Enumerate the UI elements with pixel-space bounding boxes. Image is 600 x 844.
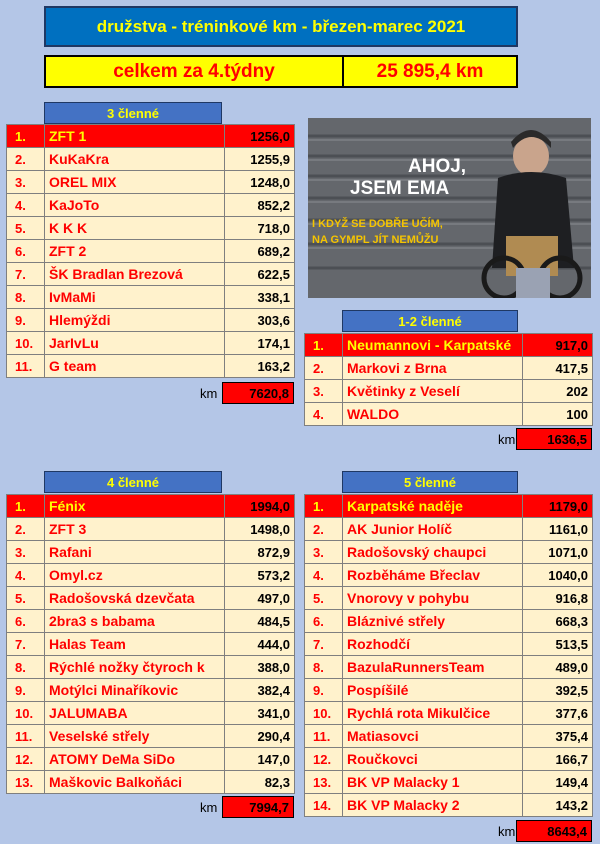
table-row — [305, 679, 593, 702]
name-cell: Omyl.cz — [45, 564, 225, 587]
rank-cell: 5. — [305, 587, 343, 610]
km-cell: 341,0 — [225, 702, 295, 725]
name-cell: Bláznivé střely — [343, 610, 523, 633]
name-cell: Maškovic Balkoňáci — [45, 771, 225, 794]
km-cell: 1255,9 — [225, 148, 295, 171]
name-cell: Rafani — [45, 541, 225, 564]
rank-cell: 10. — [305, 702, 343, 725]
table-row — [7, 679, 295, 702]
table-row — [305, 794, 593, 817]
km-cell: 1256,0 — [225, 125, 295, 148]
rank-cell: 4. — [305, 564, 343, 587]
name-cell: OREL MIX — [45, 171, 225, 194]
km-cell: 1179,0 — [523, 495, 593, 518]
table-row — [305, 403, 593, 426]
table-row — [7, 495, 295, 518]
name-cell: K K K — [45, 217, 225, 240]
group5-table — [304, 494, 593, 817]
poster-image — [308, 118, 591, 298]
name-cell: Rychlá rota Mikulčice — [343, 702, 523, 725]
table-row — [305, 610, 593, 633]
table-row — [7, 355, 295, 378]
rank-cell: 6. — [7, 610, 45, 633]
name-cell: Matiasovci — [343, 725, 523, 748]
group12-table — [304, 333, 593, 426]
table-row — [305, 702, 593, 725]
km-cell: 100 — [523, 403, 593, 426]
km-cell: 1040,0 — [523, 564, 593, 587]
rank-cell: 2. — [7, 148, 45, 171]
rank-cell: 5. — [7, 217, 45, 240]
km-cell: 513,5 — [523, 633, 593, 656]
name-cell: 2bra3 s babama — [45, 610, 225, 633]
name-cell: WALDO — [343, 403, 523, 426]
rank-cell: 3. — [7, 541, 45, 564]
km-cell: 149,4 — [523, 771, 593, 794]
table-row — [7, 332, 295, 355]
km-cell: 417,5 — [523, 357, 593, 380]
km-cell: 1498,0 — [225, 518, 295, 541]
group12-unit: km — [498, 432, 516, 447]
page-title — [44, 6, 518, 47]
table-row — [305, 633, 593, 656]
km-cell: 338,1 — [225, 286, 295, 309]
km-cell: 382,4 — [225, 679, 295, 702]
name-cell: Motýlci Minaříkovic — [45, 679, 225, 702]
total-label: celkem za 4.týdny — [46, 57, 344, 86]
table-row — [7, 564, 295, 587]
name-cell: Karpatské naděje — [343, 495, 523, 518]
rank-cell: 11. — [305, 725, 343, 748]
table-row — [305, 656, 593, 679]
km-cell: 916,8 — [523, 587, 593, 610]
name-cell: Rozběháme Břeclav — [343, 564, 523, 587]
name-cell: AK Junior Holíč — [343, 518, 523, 541]
group5-sum: 8643,4 — [516, 820, 592, 842]
group4-table — [6, 494, 295, 794]
km-cell: 484,5 — [225, 610, 295, 633]
rank-cell: 11. — [7, 355, 45, 378]
table-row — [7, 286, 295, 309]
km-cell: 166,7 — [523, 748, 593, 771]
table-row — [305, 334, 593, 357]
rank-cell: 10. — [7, 702, 45, 725]
poster-line4: NA GYMPL JÍT NEMŮŽU — [312, 234, 439, 246]
km-cell: 388,0 — [225, 656, 295, 679]
km-cell: 718,0 — [225, 217, 295, 240]
name-cell: IvMaMi — [45, 286, 225, 309]
km-cell: 202 — [523, 380, 593, 403]
km-cell: 622,5 — [225, 263, 295, 286]
name-cell: Rozhodčí — [343, 633, 523, 656]
rank-cell: 10. — [7, 332, 45, 355]
table-row — [7, 541, 295, 564]
table-row — [7, 771, 295, 794]
table-row — [305, 587, 593, 610]
name-cell: BK VP Malacky 2 — [343, 794, 523, 817]
rank-cell: 9. — [305, 679, 343, 702]
name-cell: Markovi z Brna — [343, 357, 523, 380]
rank-cell: 2. — [305, 357, 343, 380]
group4-header: 4 členné — [44, 471, 222, 493]
name-cell: G team — [45, 355, 225, 378]
km-cell: 1071,0 — [523, 541, 593, 564]
group12-header: 1-2 členné — [342, 310, 518, 332]
table-row — [7, 610, 295, 633]
rank-cell: 5. — [7, 587, 45, 610]
name-cell: Hlemýždi — [45, 309, 225, 332]
name-cell: JALUMABA — [45, 702, 225, 725]
km-cell: 872,9 — [225, 541, 295, 564]
table-row — [7, 725, 295, 748]
table-row — [7, 217, 295, 240]
rank-cell: 1. — [7, 495, 45, 518]
km-cell: 377,6 — [523, 702, 593, 725]
table-row — [305, 495, 593, 518]
name-cell: ATOMY DeMa SiDo — [45, 748, 225, 771]
name-cell: BK VP Malacky 1 — [343, 771, 523, 794]
rank-cell: 6. — [305, 610, 343, 633]
rank-cell: 9. — [7, 309, 45, 332]
km-cell: 147,0 — [225, 748, 295, 771]
km-cell: 444,0 — [225, 633, 295, 656]
group3-sum: 7620,8 — [222, 382, 294, 404]
rank-cell: 1. — [305, 495, 343, 518]
rank-cell: 3. — [305, 380, 343, 403]
km-cell: 573,2 — [225, 564, 295, 587]
group3-header: 3 členné — [44, 102, 222, 124]
name-cell: Radošovský chaupci — [343, 541, 523, 564]
table-row — [305, 564, 593, 587]
rank-cell: 13. — [7, 771, 45, 794]
rank-cell: 11. — [7, 725, 45, 748]
km-cell: 143,2 — [523, 794, 593, 817]
group3-table — [6, 124, 295, 378]
name-cell: KuKaKra — [45, 148, 225, 171]
name-cell: ZFT 1 — [45, 125, 225, 148]
table-row — [305, 725, 593, 748]
name-cell: KaJoTo — [45, 194, 225, 217]
km-cell: 689,2 — [225, 240, 295, 263]
name-cell: Fénix — [45, 495, 225, 518]
km-cell: 1994,0 — [225, 495, 295, 518]
table-row — [7, 587, 295, 610]
rank-cell: 8. — [305, 656, 343, 679]
group5-header: 5 členné — [342, 471, 518, 493]
table-row — [7, 240, 295, 263]
table-row — [7, 702, 295, 725]
rank-cell: 1. — [7, 125, 45, 148]
group4-sum: 7994,7 — [222, 796, 294, 818]
table-row — [305, 748, 593, 771]
name-cell: Halas Team — [45, 633, 225, 656]
rank-cell: 6. — [7, 240, 45, 263]
table-row — [7, 518, 295, 541]
poster-line3: I KDYŽ SE DOBŘE UČÍM, — [312, 218, 443, 230]
rank-cell: 12. — [7, 748, 45, 771]
name-cell: Veselské střely — [45, 725, 225, 748]
rank-cell: 1. — [305, 334, 343, 357]
name-cell: Květinky z Veselí — [343, 380, 523, 403]
table-row — [7, 171, 295, 194]
km-cell: 163,2 — [225, 355, 295, 378]
table-row — [7, 309, 295, 332]
table-row — [7, 748, 295, 771]
table-row — [7, 633, 295, 656]
name-cell: Pospíšilé — [343, 679, 523, 702]
name-cell: ŠK Bradlan Brezová — [45, 263, 225, 286]
km-cell: 174,1 — [225, 332, 295, 355]
km-cell: 375,4 — [523, 725, 593, 748]
table-row — [305, 380, 593, 403]
rank-cell: 7. — [7, 633, 45, 656]
group4-unit: km — [200, 800, 218, 815]
km-cell: 290,4 — [225, 725, 295, 748]
table-row — [7, 148, 295, 171]
km-cell: 497,0 — [225, 587, 295, 610]
total-row — [44, 55, 518, 88]
table-row — [305, 541, 593, 564]
rank-cell: 12. — [305, 748, 343, 771]
poster-line1: AHOJ, — [408, 156, 467, 177]
table-row — [7, 125, 295, 148]
name-cell: JarIvLu — [45, 332, 225, 355]
rank-cell: 2. — [7, 518, 45, 541]
name-cell: BazulaRunnersTeam — [343, 656, 523, 679]
rank-cell: 4. — [7, 564, 45, 587]
rank-cell: 14. — [305, 794, 343, 817]
rank-cell: 4. — [305, 403, 343, 426]
total-value: 25 895,4 km — [376, 60, 484, 82]
name-cell: Radošovská dzevčata — [45, 587, 225, 610]
km-cell: 82,3 — [225, 771, 295, 794]
rank-cell: 8. — [7, 656, 45, 679]
rank-cell: 7. — [305, 633, 343, 656]
name-cell: Rýchlé nožky čtyroch k — [45, 656, 225, 679]
name-cell: Neumannovi - Karpatské — [343, 334, 523, 357]
km-cell: 392,5 — [523, 679, 593, 702]
rank-cell: 3. — [305, 541, 343, 564]
km-cell: 303,6 — [225, 309, 295, 332]
km-cell: 917,0 — [523, 334, 593, 357]
km-cell: 852,2 — [225, 194, 295, 217]
km-cell: 668,3 — [523, 610, 593, 633]
name-cell: ZFT 2 — [45, 240, 225, 263]
table-row — [7, 194, 295, 217]
page-title-text: družstva - tréninkové km - březen-marec 2021 — [96, 16, 466, 36]
rank-cell: 8. — [7, 286, 45, 309]
table-row — [7, 263, 295, 286]
km-cell: 1248,0 — [225, 171, 295, 194]
name-cell: Roučkovci — [343, 748, 523, 771]
group5-unit: km — [498, 824, 516, 839]
poster-background — [308, 118, 591, 298]
rank-cell: 13. — [305, 771, 343, 794]
table-row — [305, 518, 593, 541]
group3-unit: km — [200, 386, 218, 401]
table-row — [7, 656, 295, 679]
table-row — [305, 771, 593, 794]
rank-cell: 2. — [305, 518, 343, 541]
group12-sum: 1636,5 — [516, 428, 592, 450]
table-row — [305, 357, 593, 380]
rank-cell: 3. — [7, 171, 45, 194]
rank-cell: 7. — [7, 263, 45, 286]
name-cell: Vnorovy v pohybu — [343, 587, 523, 610]
poster-line2: JSEM EMA — [350, 178, 450, 199]
name-cell: ZFT 3 — [45, 518, 225, 541]
km-cell: 489,0 — [523, 656, 593, 679]
km-cell: 1161,0 — [523, 518, 593, 541]
rank-cell: 9. — [7, 679, 45, 702]
rank-cell: 4. — [7, 194, 45, 217]
